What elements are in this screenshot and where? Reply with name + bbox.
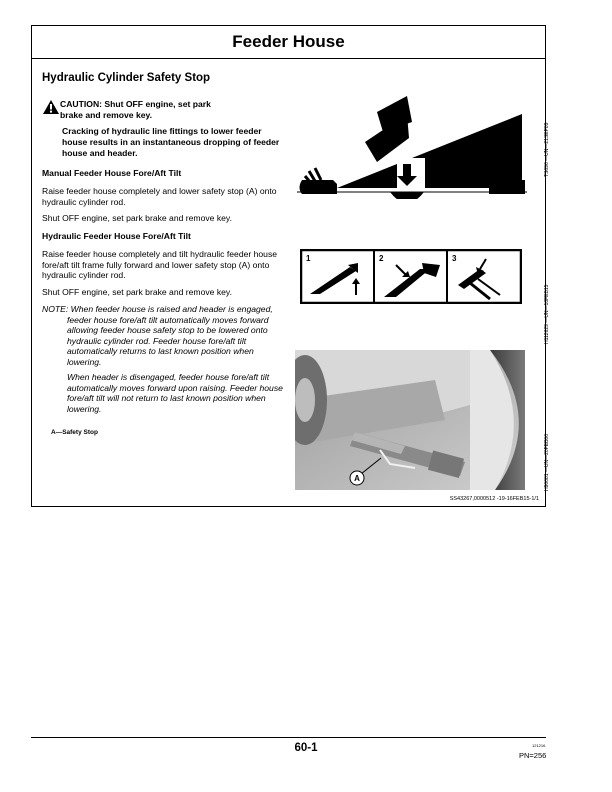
safety-stop-photo	[295, 350, 525, 490]
page-title: Feeder House	[232, 32, 345, 51]
figure-3-code: H90681 —UN—20FEB06	[544, 434, 550, 491]
document-reference: SS43267,0000512 -19-16FEB15-1/1	[449, 496, 539, 502]
step-3-number: 3	[452, 254, 457, 263]
caution-heading	[60, 99, 288, 121]
figure-2-code: H112629 —UN—18FEB15	[544, 284, 550, 344]
step-2-number: 2	[379, 254, 384, 263]
figure-1-code: TS696 —UN—21SEP89	[544, 122, 550, 177]
page-sequence-number: PN=256	[519, 751, 547, 760]
callout-a-label: A	[354, 474, 360, 483]
hydraulic-tilt-step-1: Raise feeder house completely and tilt hydraulic feeder house fore/aft tilt frame fully forward and lower safety stop (A) onto hydraulic cylinder rod.	[42, 249, 278, 280]
three-step-pictogram	[300, 249, 522, 304]
note-text-1: NOTE: When feeder house is raised and header is engaged, feeder house fore/aft tilt automatically moves forward allowing feeder house safety stop to be lowered onto hydraulic cylinder rod. Feeder house fore/aft tilt automatically returns to last known position when lowering.	[42, 304, 273, 367]
hydraulic-tilt-step-2: Shut OFF engine, set park brake and remove key.	[42, 287, 232, 297]
caution-body: Cracking of hydraulic line fittings to lower feeder house results in an instantaneous dropping of feeder house and header.	[62, 126, 280, 158]
caution-line-1: CAUTION: Shut OFF engine, set park	[60, 99, 211, 109]
note-paragraph-1	[42, 304, 290, 367]
footer-code: 121216	[532, 743, 546, 748]
hydraulic-tilt-heading: Hydraulic Feeder House Fore/Aft Tilt	[42, 231, 191, 241]
manual-tilt-step-2: Shut OFF engine, set park brake and remove key.	[42, 213, 232, 223]
crush-hazard-illustration	[297, 84, 527, 199]
page-number: 60-1	[294, 742, 318, 754]
figure-legend: A—Safety Stop	[51, 429, 98, 436]
caution-block	[43, 99, 288, 121]
content-frame	[31, 58, 550, 507]
step-1-number: 1	[306, 254, 311, 263]
manual-tilt-heading: Manual Feeder House Fore/Aft Tilt	[42, 168, 182, 178]
warning-triangle-icon	[43, 100, 59, 114]
page-title-box	[31, 25, 546, 58]
manual-tilt-step-1: Raise feeder house completely and lower safety stop (A) onto hydraulic cylinder rod.	[42, 186, 277, 207]
caution-line-2: brake and remove key.	[60, 110, 153, 120]
footer-divider	[31, 737, 546, 738]
section-title: Hydraulic Cylinder Safety Stop	[42, 72, 211, 84]
note-paragraph-2: When header is disengaged, feeder house fore/aft tilt automatically moves forward upon raising. Feeder house fore/aft tilt will not return to last known position when lowering.	[67, 372, 283, 414]
